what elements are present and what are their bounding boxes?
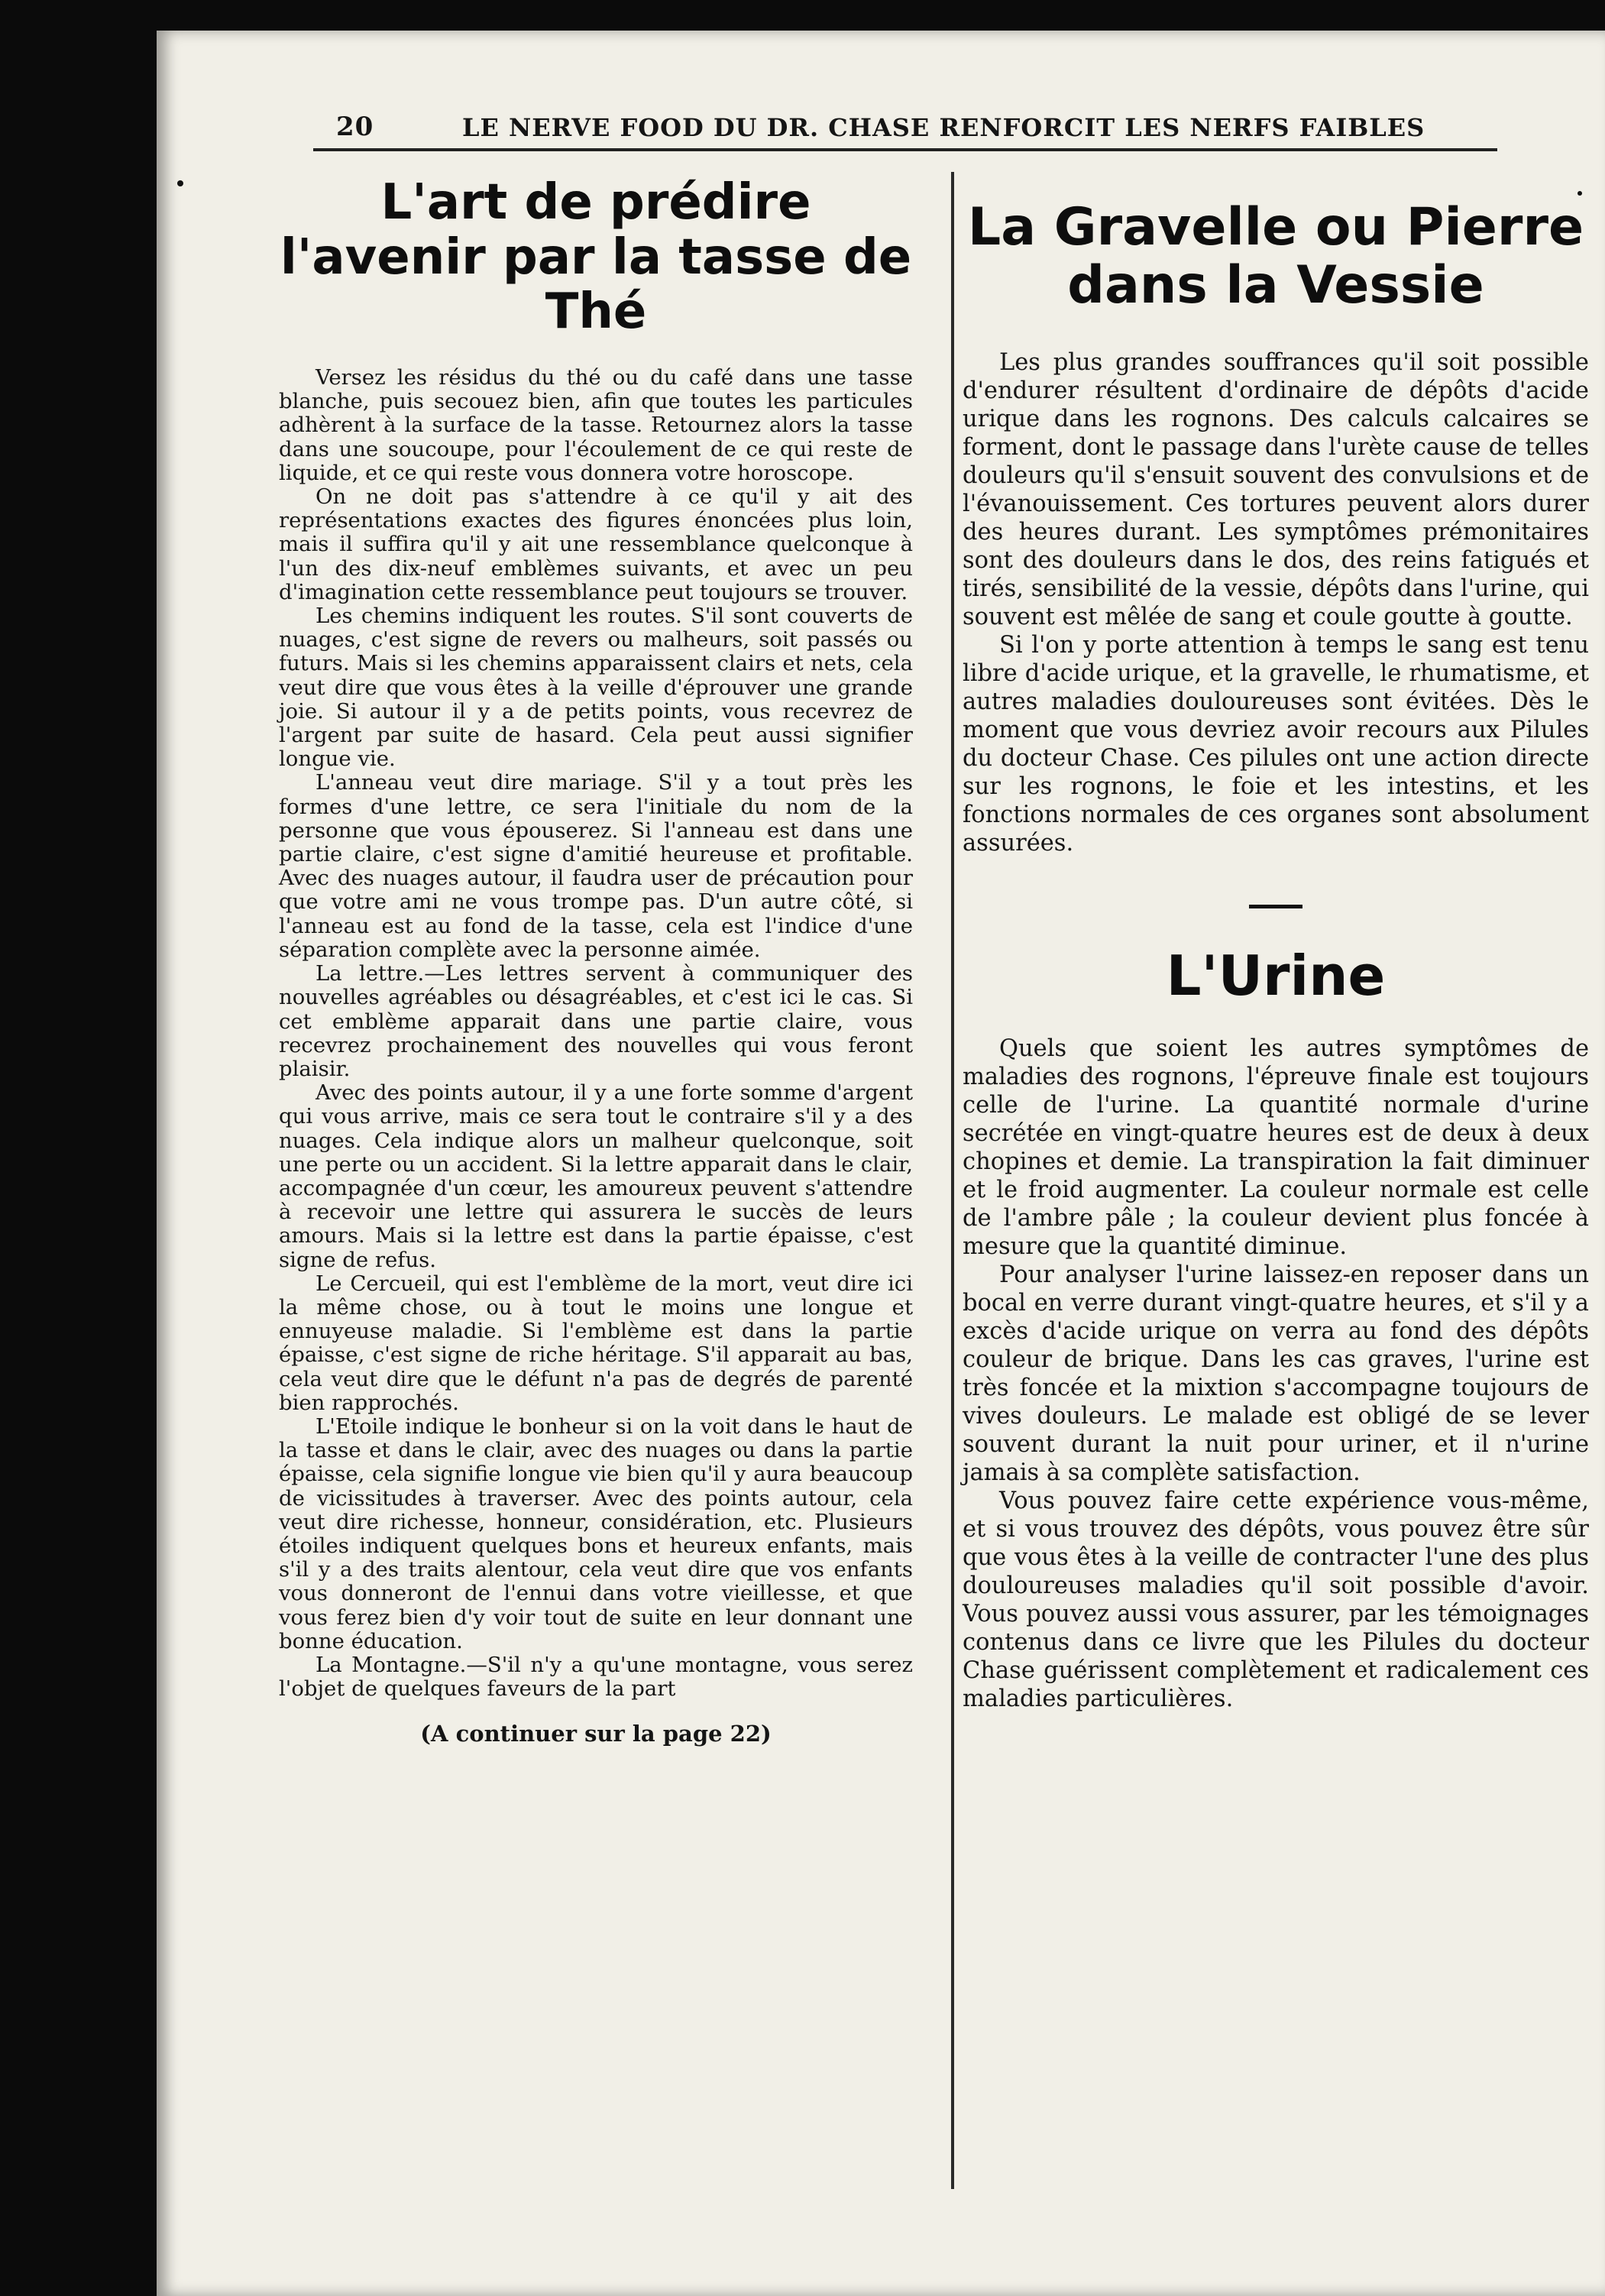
running-title: LE NERVE FOOD DU DR. CHASE RENFORCIT LES NERFS FAIBLES [462,113,1425,142]
paragraph: Pour analyser l'urine laissez-en reposer dans un bocal en verre durant vingt-quatre heures, et s'il y a excès d'acide urique on verra au fond des dépôts couleur de brique. Dans les cas graves, l'urine est très foncée et la mixtion s'accompagne toujours de vives douleurs. Le malade est obligé de se lever souvent durant la nuit pour uriner, et il n'urine jamais à sa complète satisfaction. [963,1261,1589,1486]
section-divider-dash [1249,905,1302,908]
continuation-note: (A continuer sur la page 22) [420,1721,772,1747]
paragraph: Versez les résidus du thé ou du café dans une tasse blanche, puis secouez bien, afin que toutes les particules adhèrent à la surface de la tasse. Retournez alors la tasse dans une soucoupe, pour l'écoulement de ce qui reste de liquide, et ce qui reste vous donnera votre horoscope. [279,365,913,485]
paragraph: Si l'on y porte attention à temps le sang est tenu libre d'acide urique, et la gravelle, le rhumatisme, et autres maladies douloureuses sont évitées. Dès le moment que vous devriez avoir recours aux Pilules du docteur Chase. Ces pilules ont une action directe sur les rognons, le foie et les intestins, et les fonctions normales de ces organes sont absolument assurées. [963,632,1589,857]
column-divider [951,172,954,2189]
left-article-body [279,366,913,1701]
print-speck [1577,191,1582,196]
print-speck [177,180,183,186]
paragraph: On ne doit pas s'attendre à ce qu'il y ait des représentations exactes des figures énoncées plus loin, mais il suffira qu'il y ait une ressemblance quelconque à l'un des dix-neuf emblèmes suivants, et avec un peu d'imagination cette ressemblance peut toujours se trouver. [279,484,913,604]
paragraph: Les chemins indiquent les routes. S'il sont couverts de nuages, c'est signe de revers ou malheurs, soit passés ou futurs. Mais si les chemins apparaissent clairs et nets, cela veut dire que vous êtes à la veille d'éprouver une grande joie. Si autour il y a de petits points, vous recevrez de l'argent par suite de hasard. Cela peut aussi signifier longue vie. [279,604,913,772]
paragraph: L'anneau veut dire mariage. S'il y a tout près les formes d'une lettre, ce sera l'initiale du nom de la personne que vous épouserez. Si l'anneau est dans une partie claire, c'est signe d'amitié heureuse et profitable. Avec des nuages autour, il faudra user de précaution pour que votre ami ne vous trompe pas. D'un autre côté, si l'anneau est au fond de la tasse, cela est l'indice d'une séparation complète avec la personne aimée. [279,770,913,962]
paragraph: L'Etoile indique le bonheur si on la voit dans le haut de la tasse et dans le clair, avec des nuages ou dans la partie épaisse, cela signifie longue vie bien qu'il y aura beaucoup de vicissitudes à traverser. Avec des points autour, cela veut dire richesse, honneur, considération, etc. Plusieurs étoiles indiquent quelques bons et heureux enfants, mais s'il y a des traits alentour, cela veut dire que vos enfants vous donneront de l'ennui dans votre vieillesse, et que vous ferez bien d'y voir tout de suite en leur donnant une bonne éducation. [279,1414,913,1653]
paragraph: Vous pouvez faire cette expérience vous-même, et si vous trouvez des dépôts, vous pouvez être sûr que vous êtes à la veille de contracter l'une des plus douloureuses maladies qu'il soit possible d'avoir. Vous pouvez aussi vous assurer, par les témoignages contenus dans ce livre que les Pilules du docteur Chase guérissent complètement et radicalement ces maladies particulières. [963,1487,1589,1712]
right-article-title: La Gravelle ou Pierre dans la Vessie [967,197,1584,316]
running-header [176,107,1605,153]
paragraph: La Montagne.—S'il n'y a qu'une montagne, vous serez l'objet de quelques faveurs de la part [279,1652,913,1702]
left-article-title: L'art de prédire l'avenir par la tasse de Thé [280,174,912,341]
paragraph: Les plus grandes souffrances qu'il soit possible d'endurer résultent d'ordinaire de dépôts d'acide urique dans les rognons. Des calculs calcaires se forment, dont le passage dans l'urète cause de telles douleurs qu'il s'ensuit souvent des convulsions et de l'évanouissement. Ces tortures peuvent alors durer des heures durant. Les symptômes prémonitaires sont des douleurs dans le dos, des reins fatigués et tirés, sensibilité de la vessie, dépôts dans l'urine, qui souvent est mêlée de sang et coule goutte à goutte. [963,349,1589,631]
page-number: 20 [336,112,374,142]
header-rule [313,148,1497,151]
second-article-title: L'Urine [1166,944,1386,1009]
second-article-body [963,1035,1589,1713]
paragraph: Le Cercueil, qui est l'emblème de la mort, veut dire ici la même chose, ou à tout le moins une longue et ennuyeuse maladie. Si l'emblème est dans la partie épaisse, c'est signe de riche héritage. S'il apparait au bas, cela veut dire que le défunt n'a pas de degrés de parenté bien rapprochés. [279,1271,913,1415]
paragraph: Avec des points autour, il y a une forte somme d'argent qui vous arrive, mais ce sera tout le contraire s'il y a des nuages. Cela indique alors un malheur quelconque, soit une perte ou un accident. Si la lettre apparait dans le clair, accompagnée d'un cœur, les amoureux peuvent s'attendre à recevoir une lettre qui assurera le succès de leurs amours. Mais si la lettre est dans la partie épaisse, c'est signe de refus. [279,1080,913,1272]
paragraph: Quels que soient les autres symptômes de maladies des rognons, l'épreuve finale est toujours celle de l'urine. La quantité normale d'urine secrétée en vingt-quatre heures est de deux à deux chopines et demie. La transpiration la fait diminuer et le froid augmenter. La couleur normale est celle de l'ambre pâle ; la couleur devient plus foncée à mesure que la quantité diminue. [963,1035,1589,1260]
paragraph: La lettre.—Les lettres servent à communiquer des nouvelles agréables ou désagréables, et c'est ici le cas. Si cet emblème apparait dans une partie claire, vous recevrez prochainement des nouvelles qui vous feront plaisir. [279,961,913,1081]
right-article-body [963,348,1589,857]
left-column [279,176,913,1747]
right-column [963,199,1589,1713]
